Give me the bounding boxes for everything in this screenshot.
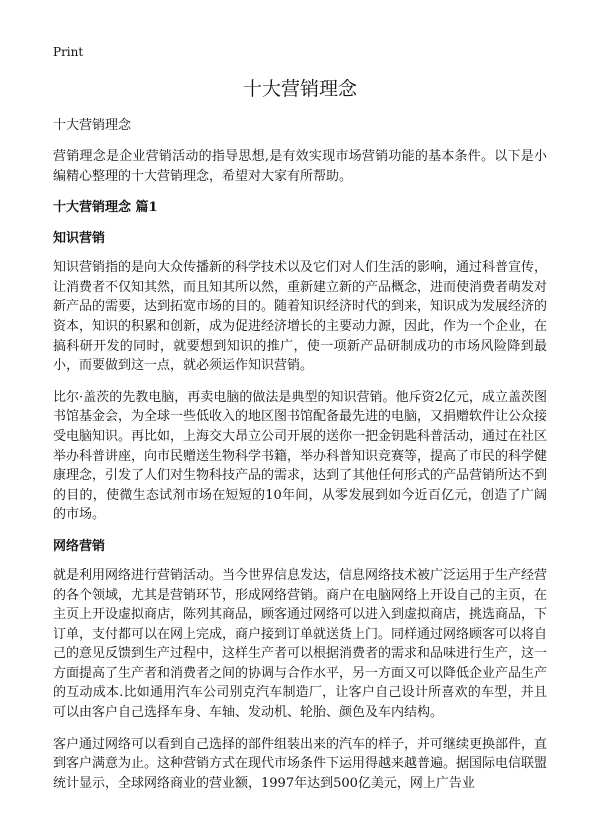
knowledge-paragraph-2: 比尔·盖茨的先教电脑，再卖电脑的做法是典型的知识营销。他斥资2亿元，成立盖茨图书馆基金会，为全球一些低收入的地区图书馆配备最先进的电脑，又捐赠软件让公众接受电脑知识。再比如，上海交大昂立公司开展的送你一把金钥匙科普活动，通过在社区举办科普讲座，向市民赠送生物科学书籍，举办科普知识竞赛等，提高了市民的科学健康理念，引发了人们对生物科技产品的需求，达到了其他任何形式的产品营销所达不到的目的，使微生态试剂市场在短短的10年间，从零发展到如今近百亿元，创造了广阔的市场。	[53, 389, 548, 523]
section-heading: 十大营销理念 篇1	[53, 200, 158, 216]
intro-paragraph: 营销理念是企业营销活动的指导思想,是有效实现市场营销功能的基本条件。以下是小编精心整理的十大营销理念，希望对大家有所帮助。	[53, 149, 547, 184]
knowledge-paragraph-1: 知识营销指的是向大众传播新的科学技术以及它们对人们生活的影响，通过科普宣传，让消费者不仅知其然，而且知其所以然，重新建立新的产品概念，进而使消费者萌发对新产品的需要，达到拓宽市场的目的。随着知识经济时代的到来，知识成为发展经济的资本，知识的积累和创新，成为促进经济增长的主要动力源，因此，作为一个企业，在搞科研开发的同时，就要想到知识的推广，使一项新产品研制成功的市场风险降到最小，而要做到这一点，就必须运作知识营销。	[53, 260, 548, 374]
network-paragraph-2: 客户通过网络可以看到自己选择的部件组装出来的汽车的样子，并可继续更换部件，直到客户满意为止。这种营销方式在现代市场条件下运用得越来越普遍。据国际电信联盟统计显示，全球网络商业的营业额，1997年达到500亿美元，网上广告业	[53, 736, 548, 791]
knowledge-marketing-heading: 知识营销	[53, 231, 106, 247]
network-marketing-heading: 网络营销	[53, 538, 106, 554]
network-paragraph-1: 就是利用网络进行营销活动。当今世界信息发达，信息网络技术被广泛运用于生产经营的各个领域，尤其是营销环节，形成网络营销。商户在电脑网络上开设自己的主页，在主页上开设虚拟商店，陈列其商品，顾客通过网络可以进入到虚拟商店，挑选商品，下订单，支付都可以在网上完成，商户接到订单就送货上门。同样通过网络顾客可以将自己的意见反馈到生产过程中，这样生产者可以根据消费者的需求和品味进行生产，这一方面提高了生产者和消费者之间的协调与合作水平，另一方面又可以降低企业产品生产的互动成本.比如通用汽车公司别克汽车制造厂，让客户自己设计所喜欢的车型，并且可以由客户自己选择车身、车轴、发动机、轮胎、颜色及车内结构。	[53, 567, 548, 721]
print-label: Print	[53, 45, 84, 59]
document-subtitle: 十大营销理念	[53, 118, 132, 133]
document-title: 十大营销理念	[242, 78, 357, 100]
